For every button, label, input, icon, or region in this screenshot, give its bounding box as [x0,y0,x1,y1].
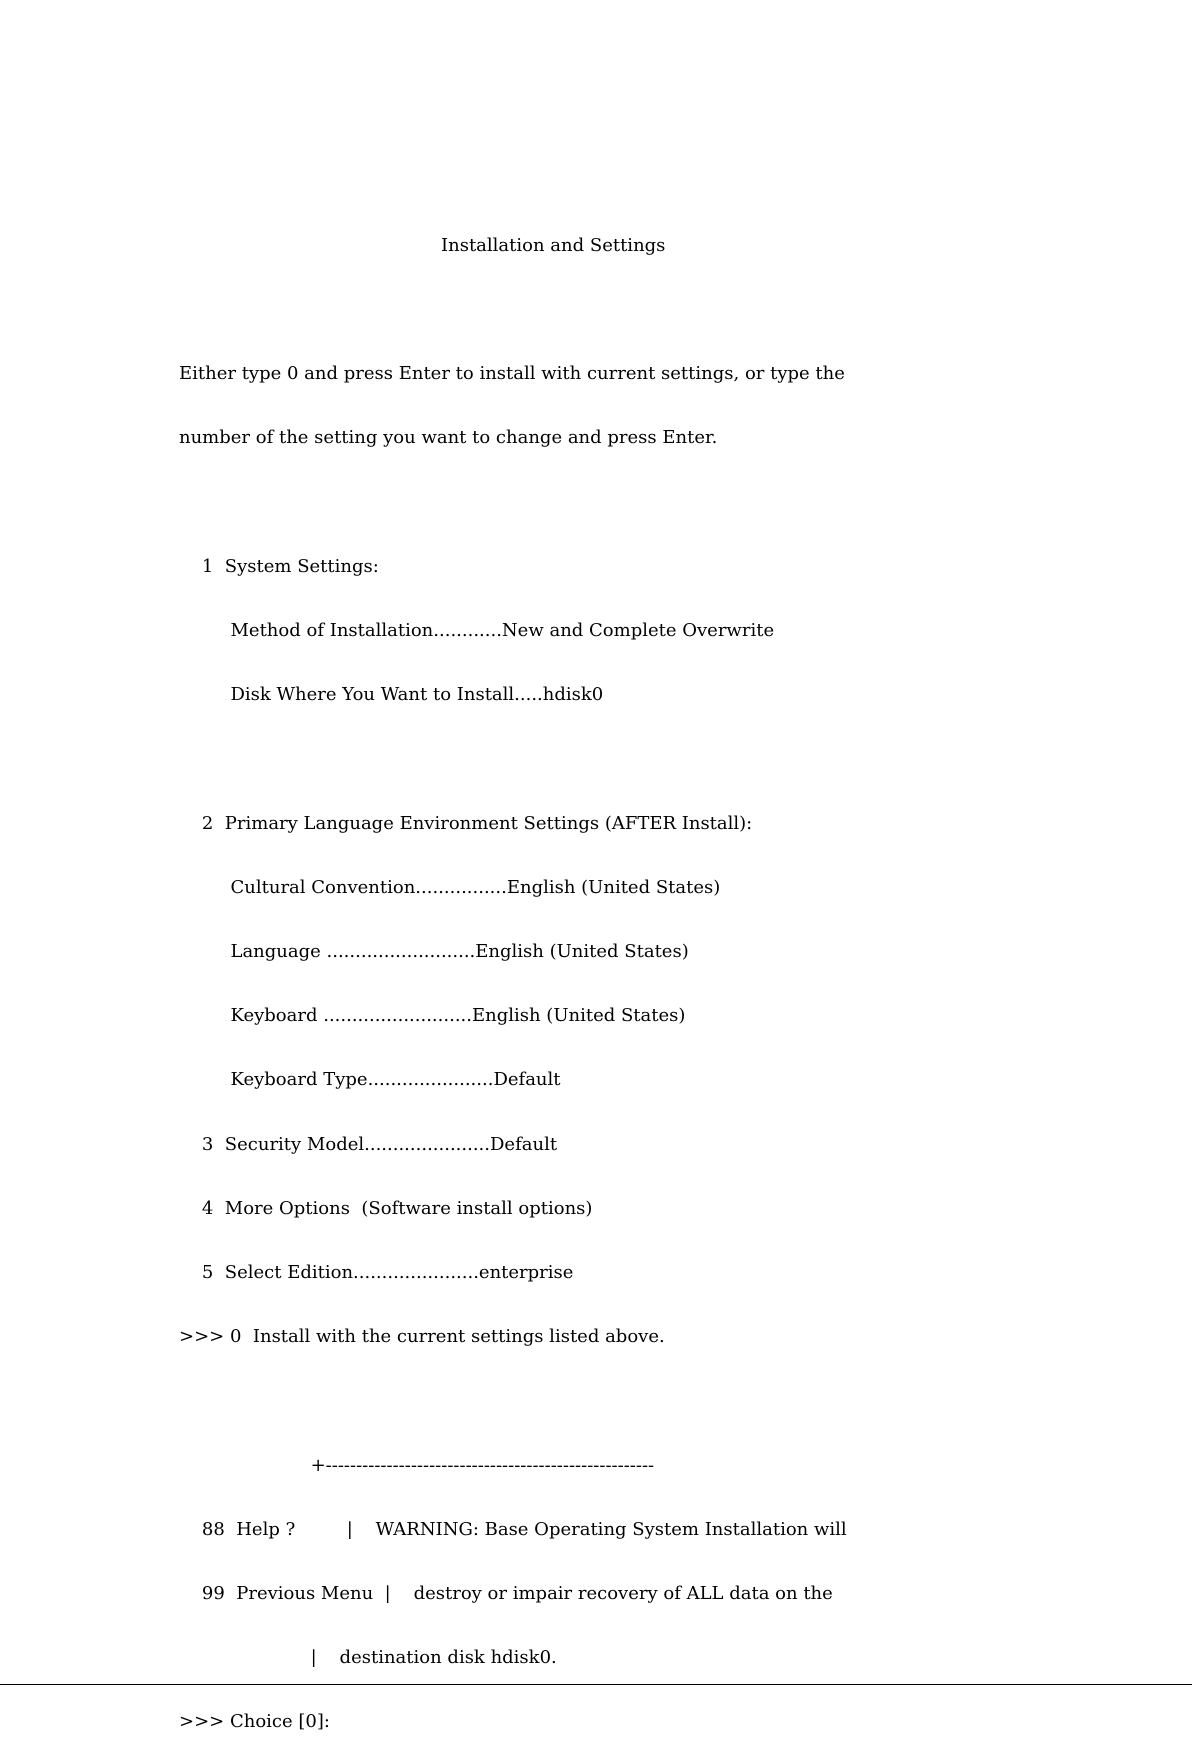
menu-option-previous-menu[interactable]: 99 Previous Menu | destroy or impair recovery of ALL data on the [179,1583,833,1605]
menu-option-language-settings[interactable]: 2 Primary Language Environment Settings (AFTER Install): [179,812,753,834]
menu-option-more-options[interactable]: 4 More Options (Software install options) [179,1197,593,1219]
screen-title: Installation and Settings [441,234,666,256]
setting-language: Language ..........................English (United States) [179,941,689,963]
blank-line [179,748,1059,769]
setting-keyboard-type: Keyboard Type......................Default [179,1069,561,1091]
menu-option-system-settings[interactable]: 1 System Settings: [179,555,379,577]
menu-option-select-edition[interactable]: 5 Select Edition......................enterprise [179,1262,574,1284]
menu-option-install-current[interactable]: >>> 0 Install with the current settings listed above. [179,1326,665,1348]
blank-line [179,1390,1059,1411]
warning-message-tail: | destination disk hdisk0. [179,1647,557,1669]
choice-prompt[interactable]: >>> Choice [0]: [179,1711,330,1733]
menu-option-help[interactable]: 88 Help ? | WARNING: Base Operating System Installation will [179,1518,847,1540]
setting-method-of-installation: Method of Installation............New and Complete Overwrite [179,620,775,642]
blank-line [179,492,1059,513]
terminal-screen [179,192,1059,1754]
menu-option-security-model[interactable]: 3 Security Model......................Default [179,1133,558,1155]
setting-cultural-convention: Cultural Convention................English (United States) [179,876,721,898]
setting-keyboard: Keyboard ..........................English (United States) [179,1005,686,1027]
intro-line-2: number of the setting you want to change and press Enter. [179,427,718,449]
setting-install-disk: Disk Where You Want to Install.....hdisk0 [179,684,604,706]
blank-line [179,299,1059,320]
intro-line-1: Either type 0 and press Enter to install with current settings, or type the [179,363,845,385]
warning-divider: +------------------------------------------------------ [179,1454,655,1476]
